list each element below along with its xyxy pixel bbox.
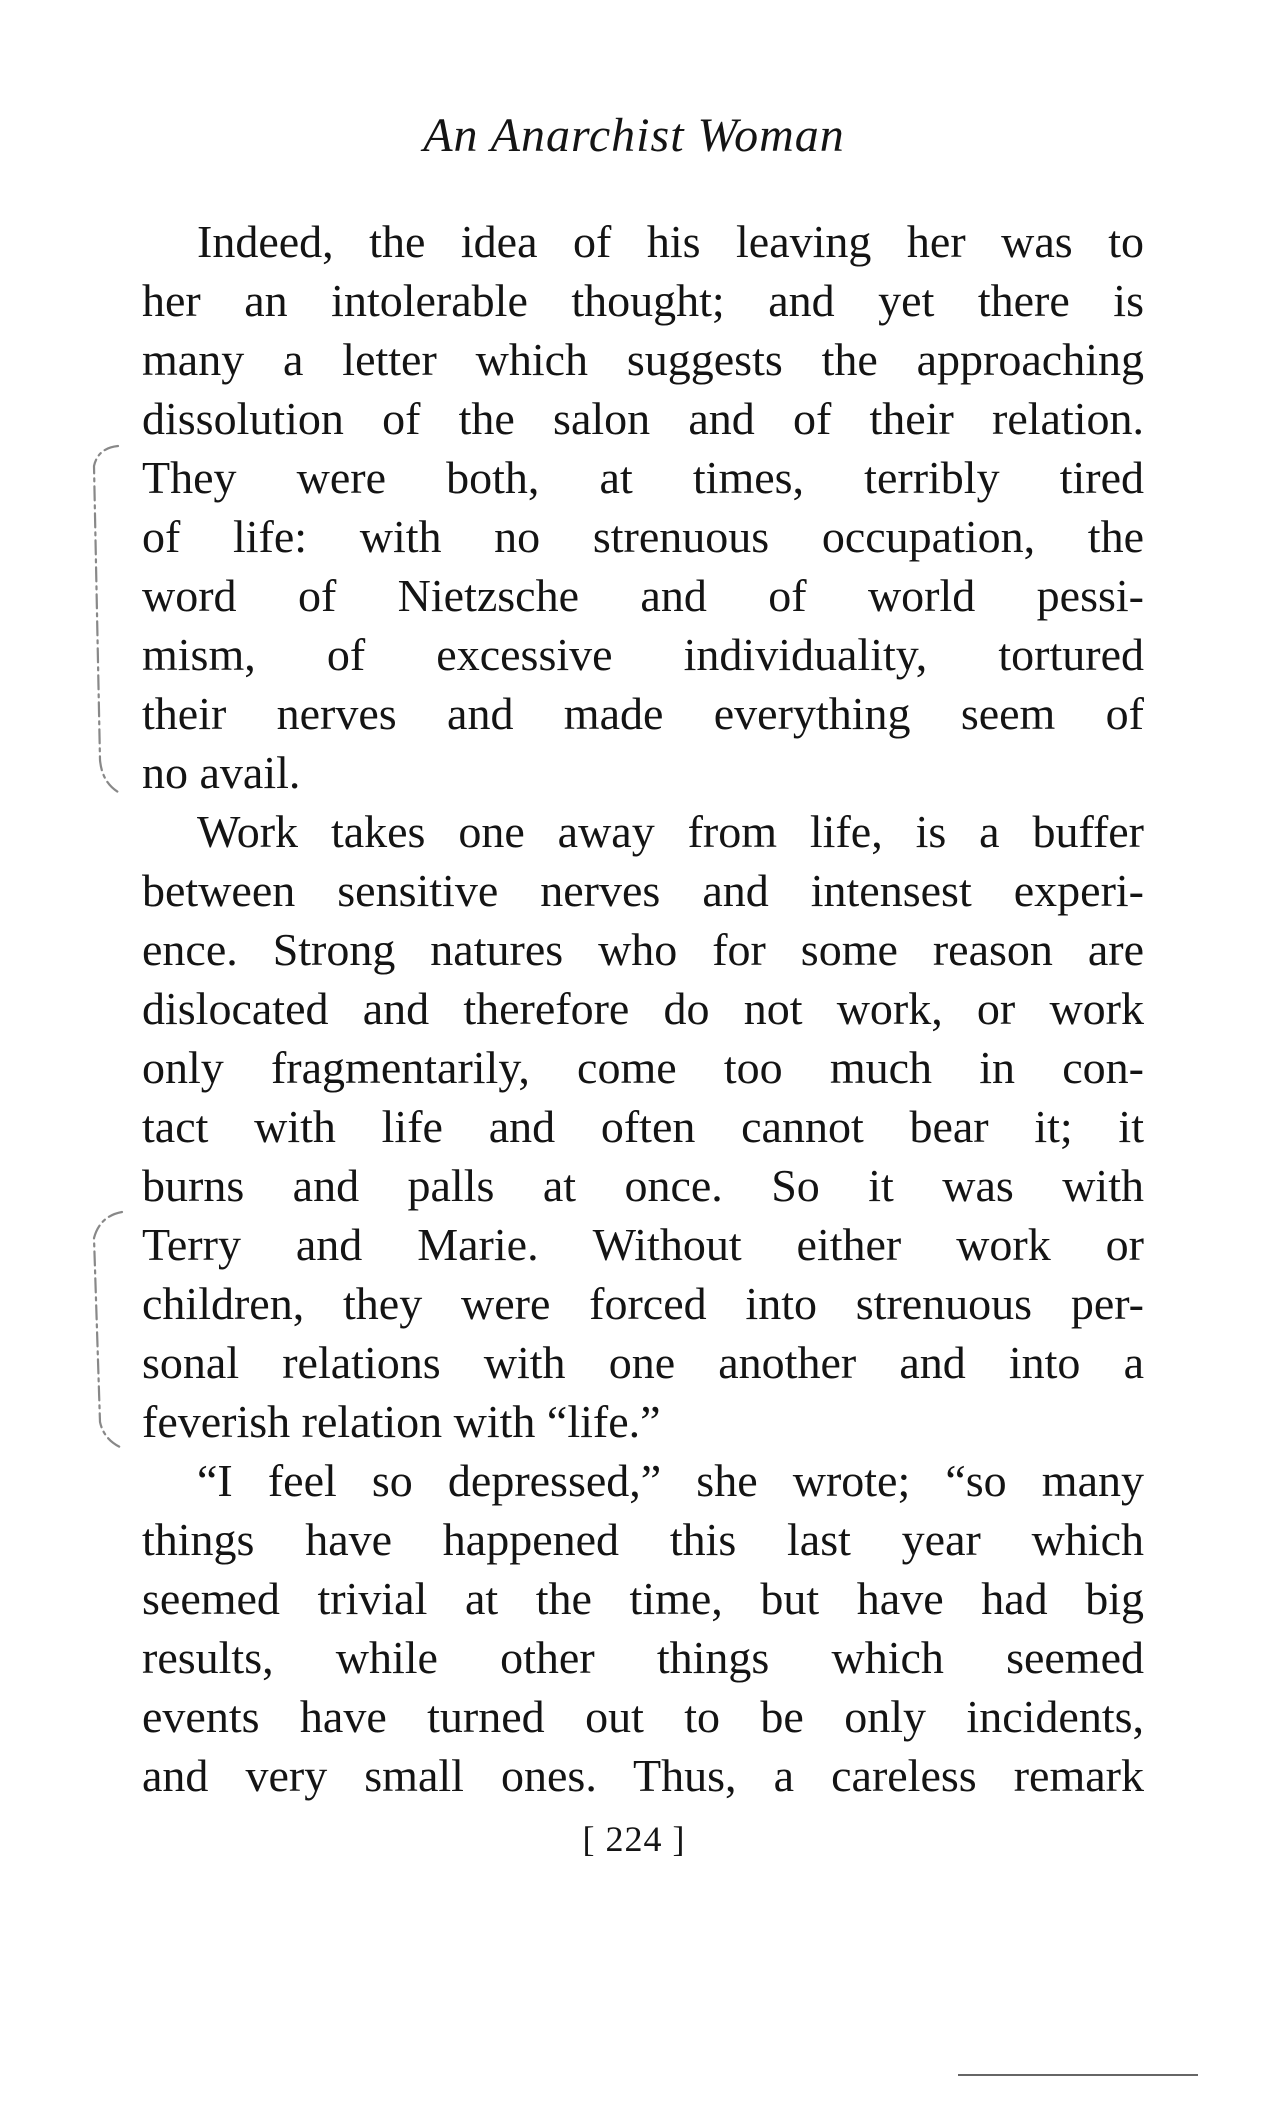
text-line: feverish relation with “life.” [142, 1396, 661, 1447]
body-text [142, 212, 1144, 1805]
text-line: They were both, at times, terribly tired [142, 452, 1144, 503]
text-line: no avail. [142, 747, 301, 798]
text-line: dissolution of the salon and of their relation. [142, 393, 1144, 444]
text-line: word of Nietzsche and of world pessi- [142, 570, 1144, 621]
text-line: only fragmentarily, come too much in con- [142, 1042, 1144, 1093]
text-line: ence. Strong natures who for some reason are [142, 924, 1144, 975]
pencil-bracket-lower [70, 1208, 130, 1458]
paragraph-3 [142, 1451, 1144, 1805]
text-line: events have turned out to be only incidents, [142, 1691, 1144, 1742]
running-head: An Anarchist Woman [423, 109, 845, 162]
text-line: between sensitive nerves and intensest experi- [142, 865, 1144, 916]
text-line: her an intolerable thought; and yet there is [142, 275, 1144, 326]
text-line: Indeed, the idea of his leaving her was to [197, 216, 1144, 267]
pencil-bracket-upper [72, 440, 132, 800]
text-line: children, they were forced into strenuous per- [142, 1278, 1144, 1329]
text-line: results, while other things which seemed [142, 1632, 1144, 1683]
text-line: many a letter which suggests the approaching [142, 334, 1144, 385]
text-line: sonal relations with one another and into a [142, 1337, 1144, 1388]
text-line: and very small ones. Thus, a careless remark [142, 1750, 1144, 1801]
text-line: their nerves and made everything seem of [142, 688, 1144, 739]
text-line: dislocated and therefore do not work, or work [142, 983, 1144, 1034]
text-line: seemed trivial at the time, but have had big [142, 1573, 1144, 1624]
page-number: [ 224 ] [582, 1819, 686, 1859]
text-line: “I feel so depressed,” she wrote; “so many [197, 1455, 1144, 1506]
paragraph-2 [142, 802, 1144, 1451]
paragraph-1 [142, 212, 1144, 802]
text-line: burns and palls at once. So it was with [142, 1160, 1144, 1211]
text-line: things have happened this last year which [142, 1514, 1144, 1565]
text-line: Terry and Marie. Without either work or [142, 1219, 1144, 1270]
text-line: mism, of excessive individuality, tortured [142, 629, 1144, 680]
bottom-rule [958, 2074, 1198, 2076]
text-line: of life: with no strenuous occupation, the [142, 511, 1144, 562]
text-line: tact with life and often cannot bear it; it [142, 1101, 1144, 1152]
text-line: Work takes one away from life, is a buffer [197, 806, 1144, 857]
